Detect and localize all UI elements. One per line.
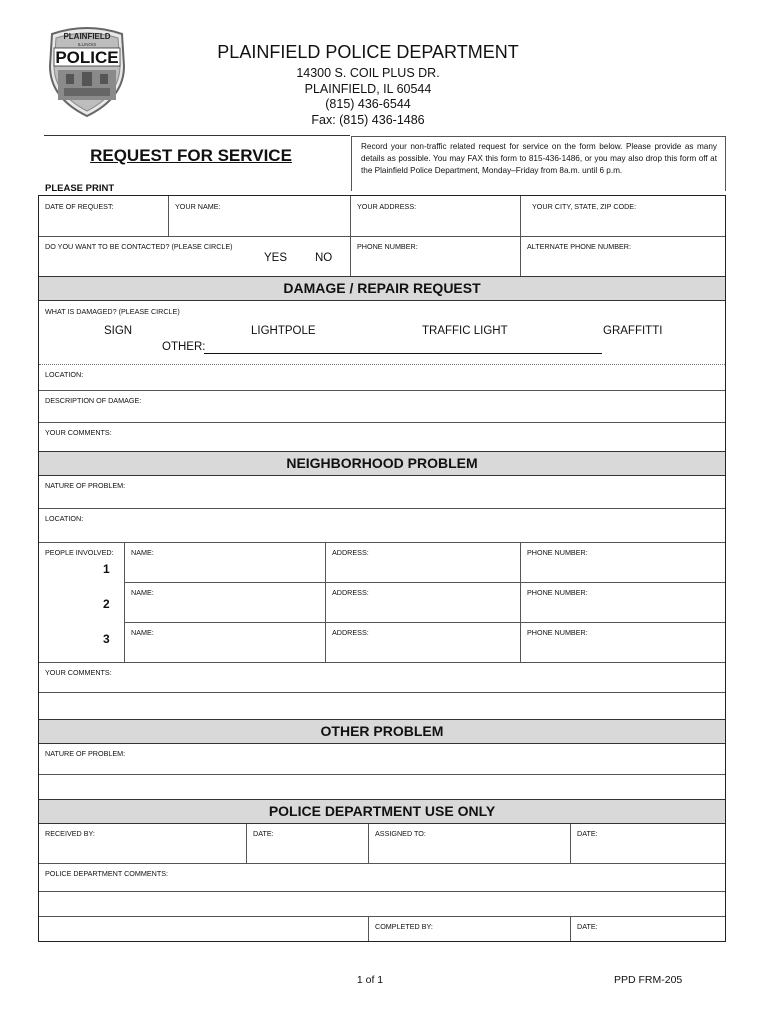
police-comments-field[interactable]: POLICE DEPARTMENT COMMENTS: xyxy=(45,869,169,878)
neighborhood-section-heading: NEIGHBORHOOD PROBLEM xyxy=(39,451,725,476)
person-number-2: 2 xyxy=(103,597,110,611)
person-3-name-field[interactable]: NAME: xyxy=(131,628,154,637)
damage-option-graffiti[interactable]: GRAFFITTI xyxy=(603,325,663,337)
person-2-address-field[interactable]: ADDRESS: xyxy=(332,588,369,597)
neighborhood-comments-field[interactable]: YOUR COMMENTS: xyxy=(45,668,112,677)
your-name-field[interactable]: YOUR NAME: xyxy=(175,202,221,211)
damage-comments-field[interactable]: YOUR COMMENTS: xyxy=(45,428,112,437)
police-use-section-heading: POLICE DEPARTMENT USE ONLY xyxy=(39,799,725,824)
damage-option-lightpole[interactable]: LIGHTPOLE xyxy=(251,325,316,337)
person-2-phone-field[interactable]: PHONE NUMBER: xyxy=(527,588,588,597)
damage-description-field[interactable]: DESCRIPTION OF DAMAGE: xyxy=(45,396,142,405)
completed-by-field[interactable]: COMPLETED BY: xyxy=(375,922,433,931)
address-line-2: PLAINFIELD, IL 60544 xyxy=(304,82,432,96)
damage-section-heading: DAMAGE / REPAIR REQUEST xyxy=(39,276,725,301)
city-state-zip-field[interactable]: YOUR CITY, STATE, ZIP CODE: xyxy=(532,202,637,211)
damage-option-other-label: OTHER: xyxy=(162,341,206,353)
instructions-text: Record your non-traffic related request for service on the form below. Please provide as many details as possible. You may FAX this form to 815-436-1486, or you may also drop this form off at the Plainfield Police Department, Monday–Friday from 8a.m. until 6 p.m. xyxy=(361,142,717,175)
contact-yes-option[interactable]: YES xyxy=(264,252,288,264)
page-number: 1 of 1 xyxy=(356,974,384,986)
what-damaged-label: WHAT IS DAMAGED? (PLEASE CIRCLE) xyxy=(45,307,180,316)
date-of-request-field[interactable]: DATE OF REQUEST: xyxy=(45,202,114,211)
damage-location-field[interactable]: LOCATION: xyxy=(45,370,84,379)
alternate-phone-field[interactable]: ALTERNATE PHONE NUMBER: xyxy=(527,242,631,251)
other-nature-field[interactable]: NATURE OF PROBLEM: xyxy=(45,749,126,758)
person-1-phone-field[interactable]: PHONE NUMBER: xyxy=(527,548,588,557)
neighborhood-location-field[interactable]: LOCATION: xyxy=(45,514,84,523)
form-title: REQUEST FOR SERVICE xyxy=(90,146,292,165)
people-involved-label: PEOPLE INVOLVED: xyxy=(45,548,114,557)
contact-no-option[interactable]: NO xyxy=(315,252,333,264)
badge-text-main: POLICE xyxy=(55,48,119,67)
person-3-address-field[interactable]: ADDRESS: xyxy=(332,628,369,637)
please-print-label: PLEASE PRINT xyxy=(45,183,115,194)
department-title: PLAINFIELD POLICE DEPARTMENT xyxy=(217,42,519,62)
your-address-field[interactable]: YOUR ADDRESS: xyxy=(357,202,417,211)
police-badge-logo xyxy=(46,26,128,118)
damage-option-traffic-light[interactable]: TRAFFIC LIGHT xyxy=(422,325,508,337)
other-input-line[interactable] xyxy=(204,353,602,354)
badge-text-sub: ILLINOIS xyxy=(77,42,97,47)
header-divider xyxy=(44,135,350,136)
person-1-address-field[interactable]: ADDRESS: xyxy=(332,548,369,557)
person-number-1: 1 xyxy=(103,562,110,576)
damage-option-sign[interactable]: SIGN xyxy=(104,325,133,337)
person-2-name-field[interactable]: NAME: xyxy=(131,588,154,597)
received-by-field[interactable]: RECEIVED BY: xyxy=(45,829,95,838)
assigned-to-field[interactable]: ASSIGNED TO: xyxy=(375,829,426,838)
received-date-field[interactable]: DATE: xyxy=(253,829,274,838)
completed-date-field[interactable]: DATE: xyxy=(577,922,598,931)
person-3-phone-field[interactable]: PHONE NUMBER: xyxy=(527,628,588,637)
phone-number-field[interactable]: PHONE NUMBER: xyxy=(357,242,418,251)
contact-question: DO YOU WANT TO BE CONTACTED? (PLEASE CIRCLE) xyxy=(45,242,233,251)
fax-line: Fax: (815) 436-1486 xyxy=(311,113,425,127)
badge-text-top: PLAINFIELD xyxy=(63,32,111,41)
person-number-3: 3 xyxy=(103,632,110,646)
person-1-name-field[interactable]: NAME: xyxy=(131,548,154,557)
other-problem-section-heading: OTHER PROBLEM xyxy=(39,719,725,744)
form-id: PPD FRM-205 xyxy=(614,974,683,986)
phone-line: (815) 436-6544 xyxy=(325,97,411,111)
address-line-1: 14300 S. COIL PLUS DR. xyxy=(296,66,440,80)
neighborhood-nature-field[interactable]: NATURE OF PROBLEM: xyxy=(45,481,126,490)
assigned-date-field[interactable]: DATE: xyxy=(577,829,598,838)
